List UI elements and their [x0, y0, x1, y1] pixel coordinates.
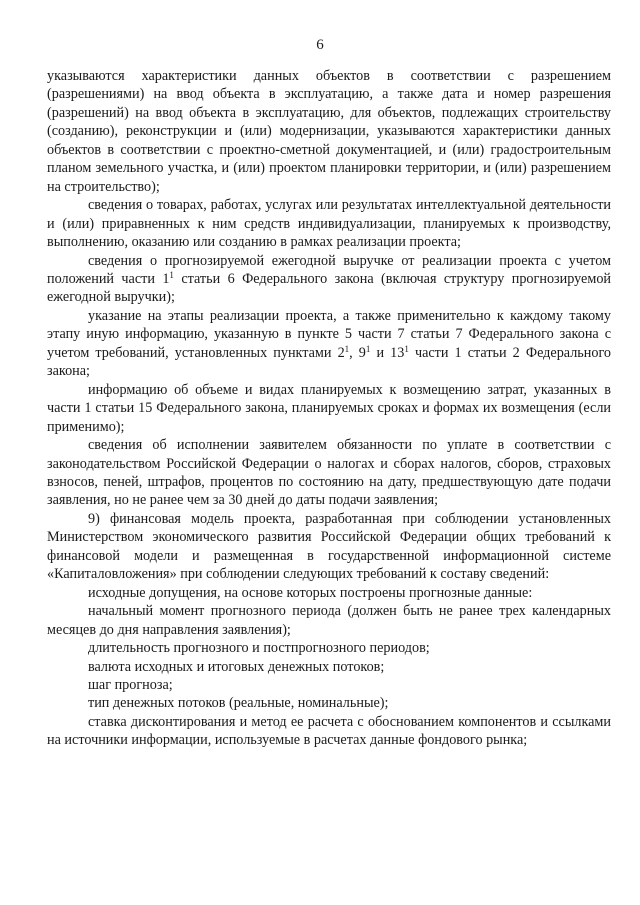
superscript: 1 — [365, 343, 371, 354]
page-number: 6 — [316, 37, 324, 53]
paragraph-tax-obligations: сведения об исполнении заявителем обязанности по уплате в соответствии с законодательством Российской Федерации о налогах и сборах налогов, сборов, страховых взносов, пеней, штрафов, процентов по состоянию на дату, предшествующую дате подачи заявления, но не ранее чем за 30 дней до даты подачи заявления; — [47, 437, 611, 509]
text-run: и 13 — [370, 344, 405, 361]
paragraph-costs-reimbursement: информацию об объеме и видах планируемых к возмещению затрат, указанных в части 1 статьи 15 Федерального закона, планируемых сроках и формах их возмещения (если применимо); — [47, 381, 611, 435]
paragraph-forecast-step: шаг прогноза; — [88, 676, 173, 693]
paragraph-discount-rate: ставка дисконтирования и метод ее расчета с обоснованием компонентов и ссылками на источники информации, используемые в расчетах данные фондового рынка; — [47, 713, 611, 749]
text-run: указание на этапы реализации проекта, а также применительно к каждому такому этапу иную информацию, указанную в пункте 5 части 7 статьи 7 Федерального закона с учетом требований, установленных пунктами 2 — [47, 307, 611, 361]
paragraph-financial-model: 9) финансовая модель проекта, разработанная при соблюдении установленных Министерством экономического развития Российской Федерации общих требований к финансовой модели и размещенная в государственной информационной системе «Капиталовложения» при соблюдении следующих требований к составу сведений: — [47, 510, 611, 583]
paragraph-project-stages — [47, 307, 611, 381]
superscript: 1 — [344, 343, 350, 354]
text-run: статьи 6 Федерального закона (включая структуру прогнозируемой ежегодной выручки); — [47, 270, 612, 306]
document-body — [47, 67, 611, 750]
paragraph-forecast-start: начальный момент прогнозного периода (должен быть не ранее трех календарных месяцев до дня направления заявления); — [47, 603, 611, 638]
paragraph-forecast-duration: длительность прогнозного и постпрогнозного периодов; — [88, 640, 430, 657]
text-run: , 9 — [349, 344, 366, 361]
text-run: сведения о прогнозируемой ежегодной выручке от реализации проекта с учетом положений части 1 — [47, 252, 611, 287]
text-run: части 1 статьи 2 Федерального закона; — [47, 344, 612, 380]
paragraph-revenue-forecast — [47, 252, 611, 307]
superscript: 1 — [404, 343, 409, 354]
paragraph-object-characteristics: указываются характеристики данных объектов в соответствии с разрешением (разрешениями) на ввод объекта в эксплуатацию, а также дата и номер разрешения (разрешений) на ввод объекта в эксплуатацию, для объектов, подлежащих строительству (созданию), реконструкции и (или) модернизации, указываются характеристики данных объектов в соответствии с проектно-сметной документацией, и (или) градостроительным планом земельного участка, и (или) проектом планировки территории, и (или) разрешением на строительство); — [47, 68, 611, 195]
paragraph-goods-services: сведения о товарах, работах, услугах или результатах интеллектуальной деятельности и (или) приравненных к ним средств индивидуализации, планируемых к производству, выполнению, оказанию или созданию в рамках реализации проекта; — [47, 197, 611, 251]
paragraph-cashflow-type: тип денежных потоков (реальные, номинальные); — [88, 695, 389, 712]
superscript: 1 — [169, 269, 174, 280]
paragraph-currency: валюта исходных и итоговых денежных потоков; — [88, 658, 385, 675]
paragraph-initial-assumptions: исходные допущения, на основе которых построены прогнозные данные: — [88, 584, 533, 601]
